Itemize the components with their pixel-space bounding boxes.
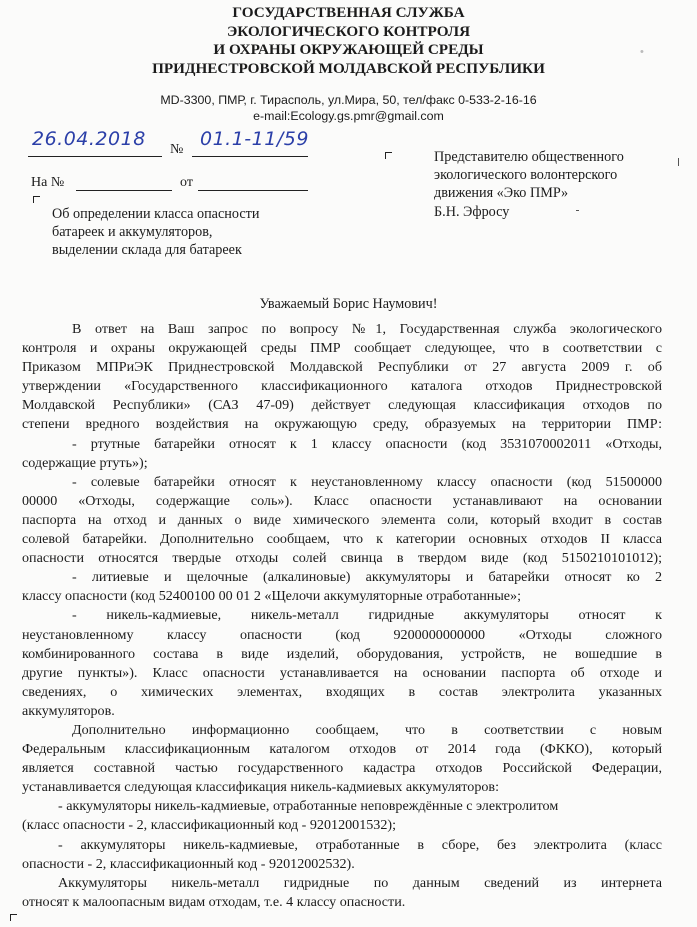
recipient-block <box>434 148 624 221</box>
body-line: Приказом МПРиЭК Приднестровской Молдавской Республики от 27 августа 2009 г. об <box>22 359 662 376</box>
incoming-number-line <box>76 190 172 191</box>
organization-header <box>0 4 697 78</box>
body-line: - солевые батарейки относят к неустановленному классу опасности (код 51500000 <box>72 473 662 490</box>
body-line: утверждении «Государственного классификационного каталога отходов Приднестровской <box>22 378 662 395</box>
date-underline <box>28 156 162 157</box>
corner-mark <box>33 196 40 203</box>
body-line: - ртутные батарейки относят к 1 классу опасности (код 3531070002011 «Отходы, <box>72 435 662 452</box>
subject-line: батареек и аккумуляторов, <box>52 224 213 241</box>
body-line: - аккумуляторы никель-кадмиевые, отработанные неповреждённые с электролитом <box>58 798 559 815</box>
letter-date: 26.04.2018 <box>32 128 146 150</box>
incoming-date-line <box>198 190 308 191</box>
address-line: MD-3300, ПМР, г. Тирасполь, ул.Мира, 50, тел/факс 0-533-2-16-16 <box>160 93 537 107</box>
body-line: Федеральным классификационным каталогом отходов от 2014 года (ФККО), который <box>22 741 662 758</box>
org-line: ЭКОЛОГИЧЕСКОГО КОНТРОЛЯ <box>226 22 471 40</box>
recipient-line: Б.Н. Эфросу <box>434 203 510 220</box>
body-line: 00000 «Отходы, содержащие соль»). Класс опасности устанавливают на основании <box>22 492 662 509</box>
subject-line: Об определении класса опасности <box>52 206 260 222</box>
body-line: неустановленному классу опасности (код 9200000000000 «Отходы сложного <box>22 626 662 643</box>
body-line: контроля и охраны окружающей среды ПМР сообщает следующее, что в соответствии с <box>22 340 662 357</box>
body-line: устанавливается следующая классификация никель-кадмиевых аккумуляторов: <box>22 779 499 796</box>
body-line: паспорта на отход и данных о виде химического элемента соли, который входит в состав <box>22 511 662 528</box>
corner-mark <box>678 158 679 166</box>
recipient-line: экологического волонтерского <box>434 167 618 184</box>
body-line: сведениях, о химических элементах, входящих в состав электролита указанных <box>22 683 662 700</box>
body-line: опасности относятся твердые отходы солей свинца в твердом виде (код 5150210101012); <box>22 550 662 567</box>
body-line: - аккумуляторы никель-кадмиевые, отработанные в сборе, без электролита (класс <box>58 836 662 853</box>
org-line: ПРИДНЕСТРОВСКОЙ МОЛДАВСКОЙ РЕСПУБЛИКИ <box>152 59 545 77</box>
body-line: - никель-кадмиевые, никель-металл гидридные аккумуляторы относят к <box>72 607 662 624</box>
number-label: № <box>170 142 184 157</box>
body-line: - литиевые и щелочные (алкалиновые) аккумуляторы и батарейки относят ко 2 <box>72 569 662 586</box>
letter-number: 01.1-11/59 <box>200 128 309 150</box>
corner-mark <box>385 152 392 159</box>
body-line: классу опасности (код 52400100 00 01 2 «Щелочи аккумуляторные отработанные»; <box>22 588 522 605</box>
org-line: ГОСУДАРСТВЕННАЯ СЛУЖБА <box>232 4 465 21</box>
body-line: другие пункты»). Класс опасности устанавливается на основании паспорта об отходе и <box>22 664 662 681</box>
org-line: И ОХРАНЫ ОКРУЖАЮЩЕЙ СРЕДЫ <box>213 41 484 59</box>
subject-line: выделении склада для батареек <box>52 242 242 259</box>
number-underline <box>192 156 308 157</box>
body-line: содержащие ртуть»); <box>22 454 148 471</box>
corner-mark <box>10 914 17 921</box>
body-line: (класс опасности - 2, классификационный код - 92012001532); <box>22 817 397 834</box>
body-line: является составной частью государственного кадастра отходов Российской Федерации, <box>22 760 662 777</box>
body-line: комбинированного состава в виде изделий, оборудования, устройств, не вошедшие в <box>22 645 662 662</box>
margin-mark: • <box>640 46 644 58</box>
email-line: e-mail:Ecology.gs.pmr@gmail.com <box>253 109 444 123</box>
incoming-number-label: На № <box>31 175 65 190</box>
body-line: опасности - 2, классификационный код - 92012002532). <box>22 855 355 872</box>
body-line: аккумуляторов. <box>22 702 115 719</box>
body-line: солевой батарейки. Дополнительно сообщаем, что к категории основных отходов II класса <box>22 531 662 548</box>
incoming-date-label: от <box>180 175 193 190</box>
letter-body <box>22 320 662 912</box>
body-line: Дополнительно информационно сообщаем, что в соответствии с новым <box>72 721 662 738</box>
recipient-line: Представителю общественного <box>434 149 624 165</box>
body-line: Аккумуляторы никель-металл гидридные по данным сведений из интернета <box>58 874 662 891</box>
recipient-line: движения «Эко ПМР» <box>434 185 569 202</box>
body-line: степени вредного воздействия на окружающую среду, образуемых на территории ПМР: <box>22 416 662 433</box>
subject-block <box>52 205 259 260</box>
address-block <box>0 92 697 124</box>
body-line: В ответ на Ваш запрос по вопросу №1, Государственная служба экологического <box>72 321 662 337</box>
greeting: Уважаемый Борис Наумович! <box>259 296 438 312</box>
body-line: относят к малоопасным видам отходам, т.е. 4 классу опасности. <box>22 893 406 910</box>
body-line: Молдавской Республики» (САЗ 47-09) действует следующая классификация отходов по <box>22 397 662 414</box>
